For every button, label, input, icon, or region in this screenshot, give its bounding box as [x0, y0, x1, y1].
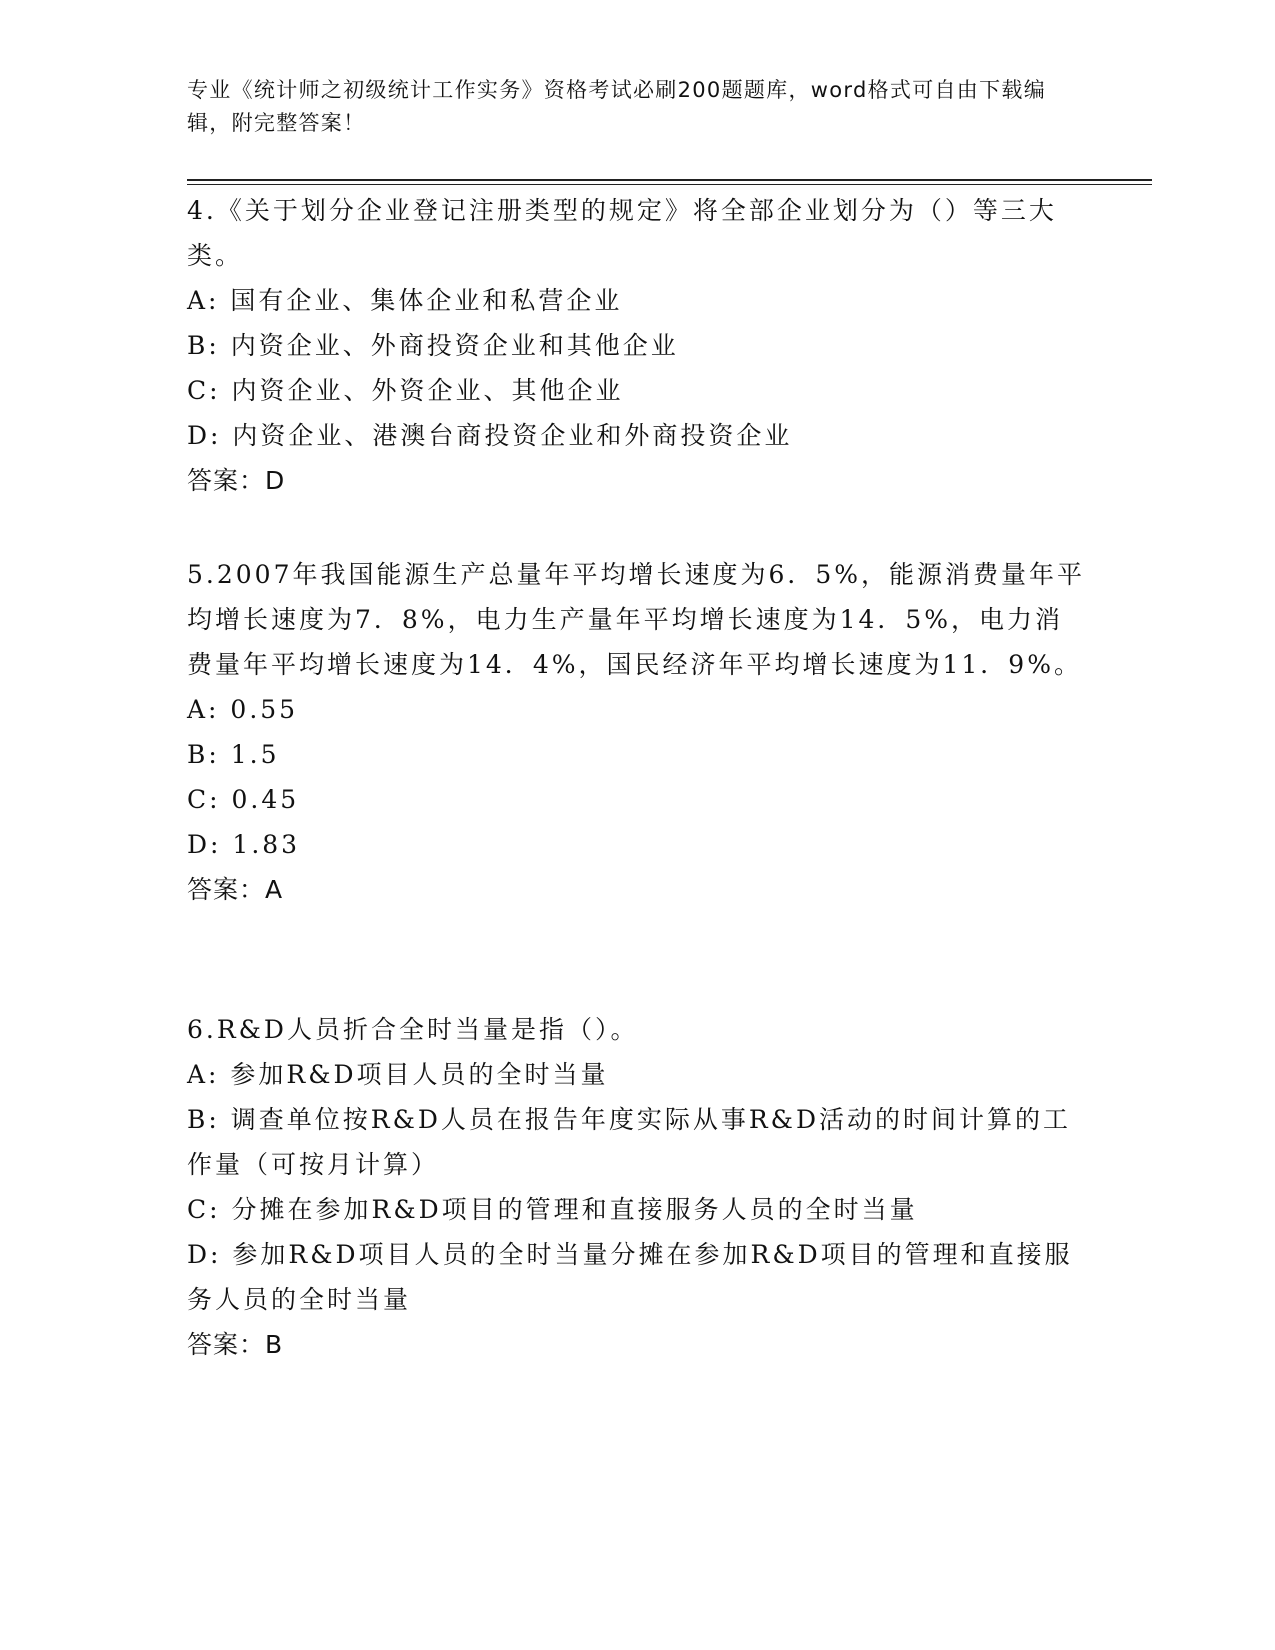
answer: 答案：B — [187, 1330, 284, 1359]
option-d: D: 参加R&D项目人员的全时当量分摊在参加R&D项目的管理和直接服务人员的全时当量 — [187, 1240, 1073, 1314]
option-a: A: 国有企业、集体企业和私营企业 — [187, 286, 623, 315]
option-c: C: 内资企业、外资企业、其他企业 — [187, 376, 624, 405]
header-divider-thin — [187, 184, 1152, 185]
document-header: 专业《统计师之初级统计工作实务》资格考试必刷200题题库，word格式可自由下载编辑，附完整答案！ — [187, 78, 1046, 135]
option-b: B: 内资企业、外商投资企业和其他企业 — [187, 331, 679, 360]
option-a: A: 参加R&D项目人员的全时当量 — [187, 1060, 609, 1089]
question-stem: 6.R&D人员折合全时当量是指（）。 — [187, 1015, 639, 1044]
answer: 答案：D — [187, 466, 286, 495]
option-d: D: 内资企业、港澳台商投资企业和外商投资企业 — [187, 421, 793, 450]
answer: 答案：A — [187, 875, 284, 904]
option-a: A: 0.55 — [187, 695, 299, 724]
question-stem: 5.2007年我国能源生产总量年平均增长速度为6．5%，能源消费量年平均增长速度为7．8%，电力生产量年平均增长速度为14．5%，电力消费量年平均增长速度为14．4%，国民经济年平均增长速度为11．9%。 — [187, 560, 1086, 679]
option-d: D: 1.83 — [187, 830, 301, 859]
header-divider — [187, 179, 1152, 181]
option-b: B: 调查单位按R&D人员在报告年度实际从事R&D活动的时间计算的工作量（可按月计算） — [187, 1105, 1071, 1179]
option-c: C: 分摊在参加R&D项目的管理和直接服务人员的全时当量 — [187, 1195, 918, 1224]
question-5 — [187, 552, 1087, 912]
question-stem: 4.《关于划分企业登记注册类型的规定》将全部企业划分为（）等三大类。 — [187, 196, 1057, 270]
option-c: C: 0.45 — [187, 785, 300, 814]
question-4 — [187, 188, 1087, 503]
question-6 — [187, 1007, 1087, 1367]
option-b: B: 1.5 — [187, 740, 280, 769]
